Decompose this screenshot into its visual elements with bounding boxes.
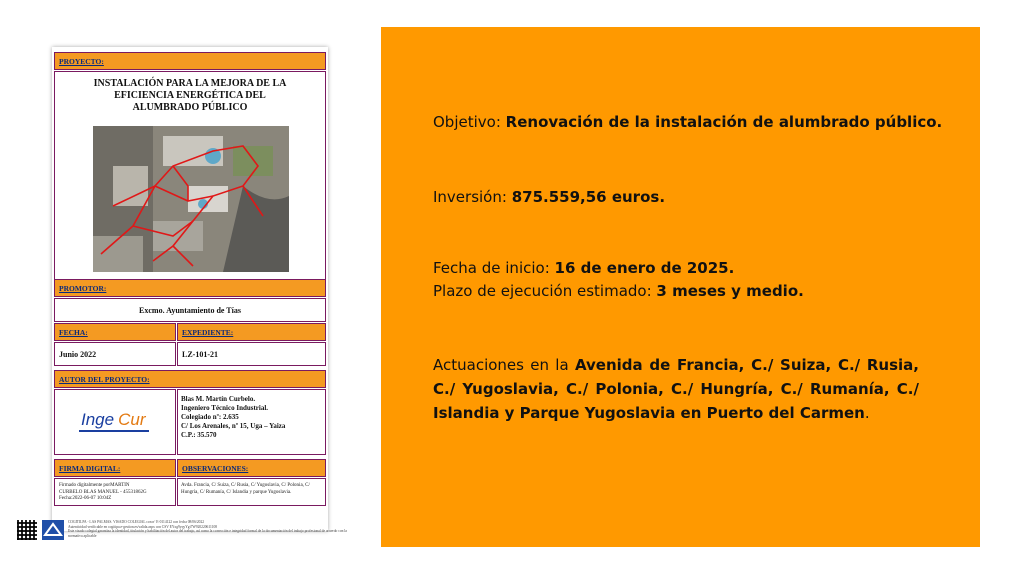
promotor-value: Excmo. Ayuntamiento de Tías <box>139 306 241 315</box>
actuaciones-prefix: Actuaciones en la <box>433 356 569 374</box>
title-line: INSTALACIÓN PARA LA MEJORA DE LA <box>93 78 287 89</box>
firma-line: CURBELO BLAS MANUEL - 45531862G <box>59 489 147 495</box>
promotor-label: PROMOTOR: <box>54 279 326 297</box>
visado-stamp-text <box>68 520 358 538</box>
observaciones-text: Avda. Francia, C/ Suiza, C/ Rusia, C/ Yugoslavia, C/ Polonia, C/ Hungría, C/ Rumanía, C/ Islandia y parque Yugoslavia. <box>181 483 310 495</box>
ingecur-logo <box>81 410 146 430</box>
info-panel <box>381 27 980 547</box>
project-title <box>55 78 325 114</box>
expediente-label: EXPEDIENTE: <box>177 323 326 341</box>
firma-line: Firmado digitalmente porMARTIN <box>59 483 130 488</box>
logo-box <box>54 389 176 455</box>
autor-box <box>177 389 326 455</box>
aerial-map-svg <box>93 126 289 272</box>
proyecto-label: PROYECTO: <box>54 52 326 70</box>
visado-line: COGITILPA - LAS PALMAS. VISADO COLEGIAL con nº E-0114122 con fecha 08/06/2022 <box>68 520 205 524</box>
objetivo-value: Renovación de la instalación de alumbrado público. <box>505 113 943 131</box>
fecha-inicio-label: Fecha de inicio: <box>433 259 550 277</box>
logo-underline <box>79 430 149 432</box>
fecha-inicio-value: 16 de enero de 2025. <box>554 259 735 277</box>
visado-line: Este visado colegial garantiza la identidad, titulación y habilitación del autor del trabajo, así como la corrección e integridad formal de la documentación del trabajo profesional de acuerdo con la normativa aplicable <box>68 529 347 538</box>
actuaciones-suffix: . <box>864 404 870 422</box>
project-document-card <box>52 47 328 531</box>
autor-line: Colegiado nº: 2.635 <box>181 413 239 421</box>
expediente-box <box>177 342 326 366</box>
plazo-line <box>433 280 804 302</box>
colegio-logo-icon <box>42 520 64 540</box>
logo-text-a: Inge <box>81 410 115 429</box>
plazo-value: 3 meses y medio. <box>656 282 804 300</box>
fecha-inicio-line <box>433 257 734 279</box>
autor-line: C/ Los Arenales, nº 15, Uga – Yaiza <box>181 422 286 430</box>
promotor-box <box>54 298 326 322</box>
firma-details <box>59 483 147 503</box>
fecha-value: Junio 2022 <box>59 350 97 359</box>
project-title-box <box>54 71 326 283</box>
inversion-label: Inversión: <box>433 188 507 206</box>
autor-details <box>181 395 285 440</box>
qr-code-icon <box>17 520 37 540</box>
autor-line: Blas M. Martín Curbelo. <box>181 395 256 403</box>
aerial-map-image <box>93 126 289 272</box>
fecha-label: FECHA: <box>54 323 176 341</box>
autor-line: Ingeniero Técnico Industrial. <box>181 404 269 412</box>
actuaciones-value: Avenida de Francia, C./ Suiza, C./ Rusia, C./ Yugoslavia, C./ Polonia, C./ Hungría, C./ Rumanía, C./ Islandia y Parque Yugoslavia en Puerto del Carmen <box>433 356 919 422</box>
logo-text-b: Cur <box>118 410 146 429</box>
actuaciones-paragraph <box>433 353 919 425</box>
autor-line: C.P.: 35.570 <box>181 431 217 439</box>
objetivo-label: Objetivo: <box>433 113 501 131</box>
title-line: ALUMBRADO PÚBLICO <box>132 102 248 113</box>
inversion-line <box>433 186 665 208</box>
firma-label: FIRMA DIGITAL: <box>54 459 176 477</box>
plazo-label: Plazo de ejecución estimado: <box>433 282 652 300</box>
title-line: EFICIENCIA ENERGÉTICA DEL <box>114 90 266 101</box>
observaciones-box <box>177 478 326 506</box>
firma-line: Fecha:2022-06-07 10:04Z <box>59 496 112 501</box>
visado-line: Autenticidad verificable en cogitipa.e-gestion.es/valida.aspx con CSV EYxg9yqyYgi7W920220611108 <box>68 524 218 529</box>
inversion-value: 875.559,56 euros. <box>511 188 666 206</box>
fecha-box <box>54 342 176 366</box>
expediente-value: LZ-101-21 <box>182 350 218 359</box>
objetivo-line <box>433 111 942 133</box>
observaciones-label: OBSERVACIONES: <box>177 459 326 477</box>
autor-label: AUTOR DEL PROYECTO: <box>54 370 326 388</box>
firma-box <box>54 478 176 506</box>
